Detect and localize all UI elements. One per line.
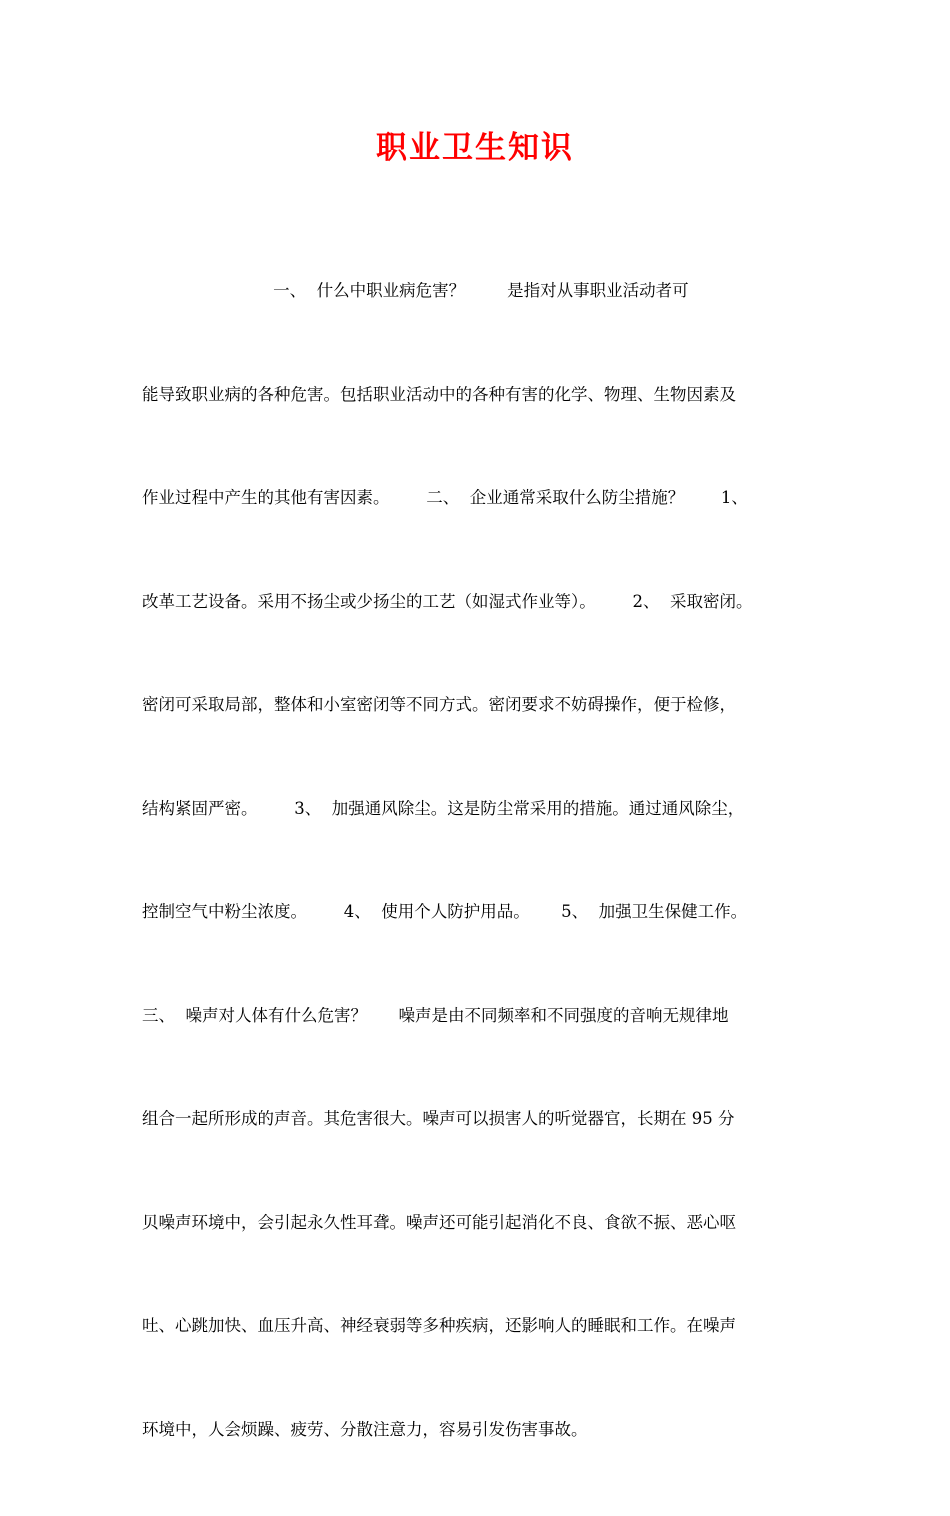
text-line: 结构紧固严密。 3、 加强通风除尘。这是防尘常采用的措施。通过通风除尘， — [142, 798, 745, 818]
text-line: 作业过程中产生的其他有害因素。 二、 企业通常采取什么防尘措施？ 1、 — [142, 488, 748, 507]
text-line: 三、 噪声对人体有什么危害？ 噪声是由不同频率和不同强度的音响无规律地 — [142, 1005, 729, 1025]
text-line: 组合一起所形成的声音。其危害很大。噪声可以损害人的听觉器官，长期在 95 分 — [142, 1109, 735, 1128]
text-line: 密闭可采取局部，整体和小室密闭等不同方式。密闭要求不妨碍操作，便于检修， — [142, 695, 736, 714]
text-line: 改革工艺设备。采用不扬尘或少扬尘的工艺（如湿式作业等）。 2、 采取密闭。 — [142, 591, 753, 611]
text-line: 一、 什么中职业病危害？ 是指对从事职业活动者可 — [142, 281, 689, 300]
text-line: 能导致职业病的各种危害。包括职业活动中的各种有害的化学、物理、生物因素及 — [142, 384, 736, 404]
text-line: 环境中，人会烦躁、疲劳、分散注意力，容易引发伤害事故。 — [142, 1419, 588, 1439]
page-title: 职业卫生知识 — [376, 130, 574, 166]
body-paragraph — [142, 205, 832, 1516]
text-line: 吐、心跳加快、血压升高、神经衰弱等多种疾病，还影响人的睡眠和工作。在噪声 — [142, 1316, 736, 1335]
text-line: 贝噪声环境中，会引起永久性耳聋。噪声还可能引起消化不良、食欲不振、恶心呕 — [142, 1212, 736, 1232]
text-line: 控制空气中粉尘浓度。 4、 使用个人防护用品。 5、 加强卫生保健工作。 — [142, 902, 748, 921]
